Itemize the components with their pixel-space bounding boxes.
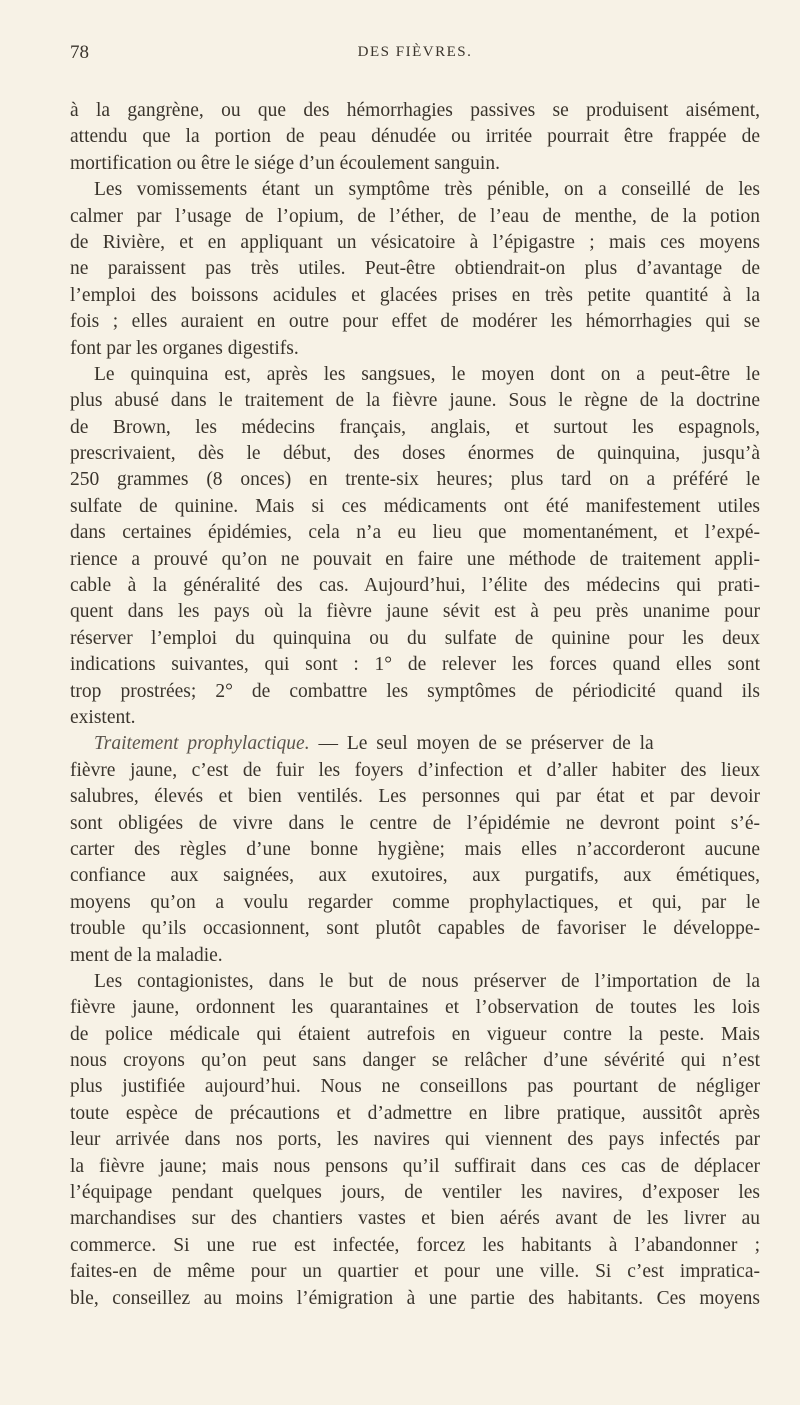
text-line: de Rivière, et en appliquant un vésicatoire à l’épigastre ; mais ces moyens (70, 231, 760, 253)
text-line: existent. (70, 706, 136, 728)
text-line: plus abusé dans le traitement de la fièvre jaune. Sous le règne de la doctrine (70, 390, 760, 412)
text-line: de Brown, les médecins français, anglais, et surtout les espagnols, (70, 416, 760, 438)
text-line: 250 grammes (8 onces) en trente-six heures; plus tard on a préféré le (70, 469, 760, 491)
section-heading-italic: Traitement prophylactique. (94, 733, 310, 755)
text-line: attendu que la portion de peau dénudée ou irritée pourrait être frappée de (70, 126, 760, 148)
running-title: DES FIÈVRES. (357, 44, 473, 60)
text-line: sont obligées de vivre dans le centre de l’épidémie ne devront point s’é- (70, 812, 760, 834)
text-line: nous croyons qu’on peut sans danger se relâcher d’une sévérité qui n’est (70, 1050, 760, 1072)
text-line: dans certaines épidémies, cela n’a eu lieu que momentanément, et l’expé- (70, 522, 760, 544)
text-line: ne paraissent pas très utiles. Peut-être obtiendrait-on plus d’avantage de (70, 258, 760, 280)
text-line: l’emploi des boissons acidules et glacées prises en très petite quantité à la (70, 284, 760, 306)
text-line: plus justifiée aujourd’hui. Nous ne conseillons pas pourtant de négliger (70, 1076, 760, 1098)
text-line: cable à la généralité des cas. Aujourd’hui, l’élite des médecins qui prati- (70, 575, 760, 597)
text-line: leur arrivée dans nos ports, les navires qui viennent des pays infectés par (70, 1129, 760, 1151)
paragraph (70, 969, 760, 1312)
text-line: salubres, élevés et bien ventilés. Les personnes qui par état et par devoir (70, 786, 760, 808)
text-line: de police médicale qui étaient autrefois en vigueur contre la peste. Mais (70, 1023, 760, 1045)
text-line: calmer par l’usage de l’opium, de l’éther, de l’eau de menthe, de la potion (70, 205, 760, 227)
text-line: sulfate de quinine. Mais si ces médicaments ont été manifestement utiles (70, 495, 760, 517)
paragraph (70, 362, 760, 731)
text-line: à la gangrène, ou que des hémorrhagies passives se produisent aisément, (70, 100, 760, 121)
text-line: carter des règles d’une bonne hygiène; mais elles n’accorderont aucune (70, 838, 760, 860)
text-line: réserver l’emploi du quinquina ou du sulfate de quinine pour les deux (70, 627, 760, 649)
text-line: l’équipage pendant quelques jours, de ventiler les navires, d’exposer les (70, 1182, 760, 1204)
text-line: Les contagionistes, dans le but de nous préserver de l’importation de la (94, 970, 760, 992)
text-line: toute espèce de précautions et d’admettre en libre pratique, aussitôt après (70, 1102, 760, 1124)
text-line: ble, conseillez au moins l’émigration à une partie des habitants. Ces moyens (70, 1287, 760, 1309)
text-line: moyens qu’on a voulu regarder comme prophylactiques, et qui, par le (70, 891, 760, 913)
text-line (70, 731, 760, 757)
text-line: rience a prouvé qu’on ne pouvait en faire une méthode de traitement appli- (70, 548, 760, 570)
text-line: Le quinquina est, après les sangsues, le moyen dont on a peut-être le (94, 363, 760, 385)
page-header (70, 42, 760, 66)
text-line: quent dans les pays où la fièvre jaune sévit est à peu près unanime pour (70, 601, 760, 623)
text-line: marchandises sur des chantiers vastes et bien aérés avant de les livrer au (70, 1208, 760, 1230)
text-line: confiance aux saignées, aux exutoires, aux purgatifs, aux émétiques, (70, 865, 760, 887)
text-line: faites-en de même pour un quartier et pour une ville. Si c’est impratica- (70, 1261, 760, 1283)
text-line: mortification ou être le siége d’un écoulement sanguin. (70, 152, 500, 174)
paragraph (70, 731, 760, 969)
text-line: indications suivantes, qui sont : 1° de relever les forces quand elles sont (70, 654, 760, 676)
text-line: prescrivaient, dès le début, des doses énormes de quinquina, jusqu’à (70, 443, 760, 465)
text-line: trouble qu’ils occasionnent, sont plutôt capables de favoriser le développe- (70, 918, 760, 940)
text-line: la fièvre jaune; mais nous pensons qu’il suffirait dans ces cas de déplacer (70, 1155, 760, 1177)
paragraph (70, 98, 760, 177)
text-line: Les vomissements étant un symptôme très pénible, on a conseillé de les (94, 179, 760, 201)
text-line: trop prostrées; 2° de combattre les symptômes de périodicité quand ils (70, 680, 760, 702)
text-line: font par les organes digestifs. (70, 337, 299, 359)
text-line: fièvre jaune, ordonnent les quarantaines et l’observation de toutes les lois (70, 997, 760, 1019)
paragraph (70, 177, 760, 362)
text-line-rest: — Le seul moyen de se préserver de la (309, 733, 654, 755)
page-number: 78 (70, 42, 89, 63)
text-line: ment de la maladie. (70, 944, 223, 966)
text-line: fièvre jaune, c’est de fuir les foyers d’infection et d’aller habiter des lieux (70, 759, 760, 781)
text-line: fois ; elles auraient en outre pour effet de modérer les hémorrhagies qui se (70, 311, 760, 333)
text-line: commerce. Si une rue est infectée, forcez les habitants à l’abandonner ; (70, 1234, 760, 1256)
body-text (70, 98, 760, 1312)
